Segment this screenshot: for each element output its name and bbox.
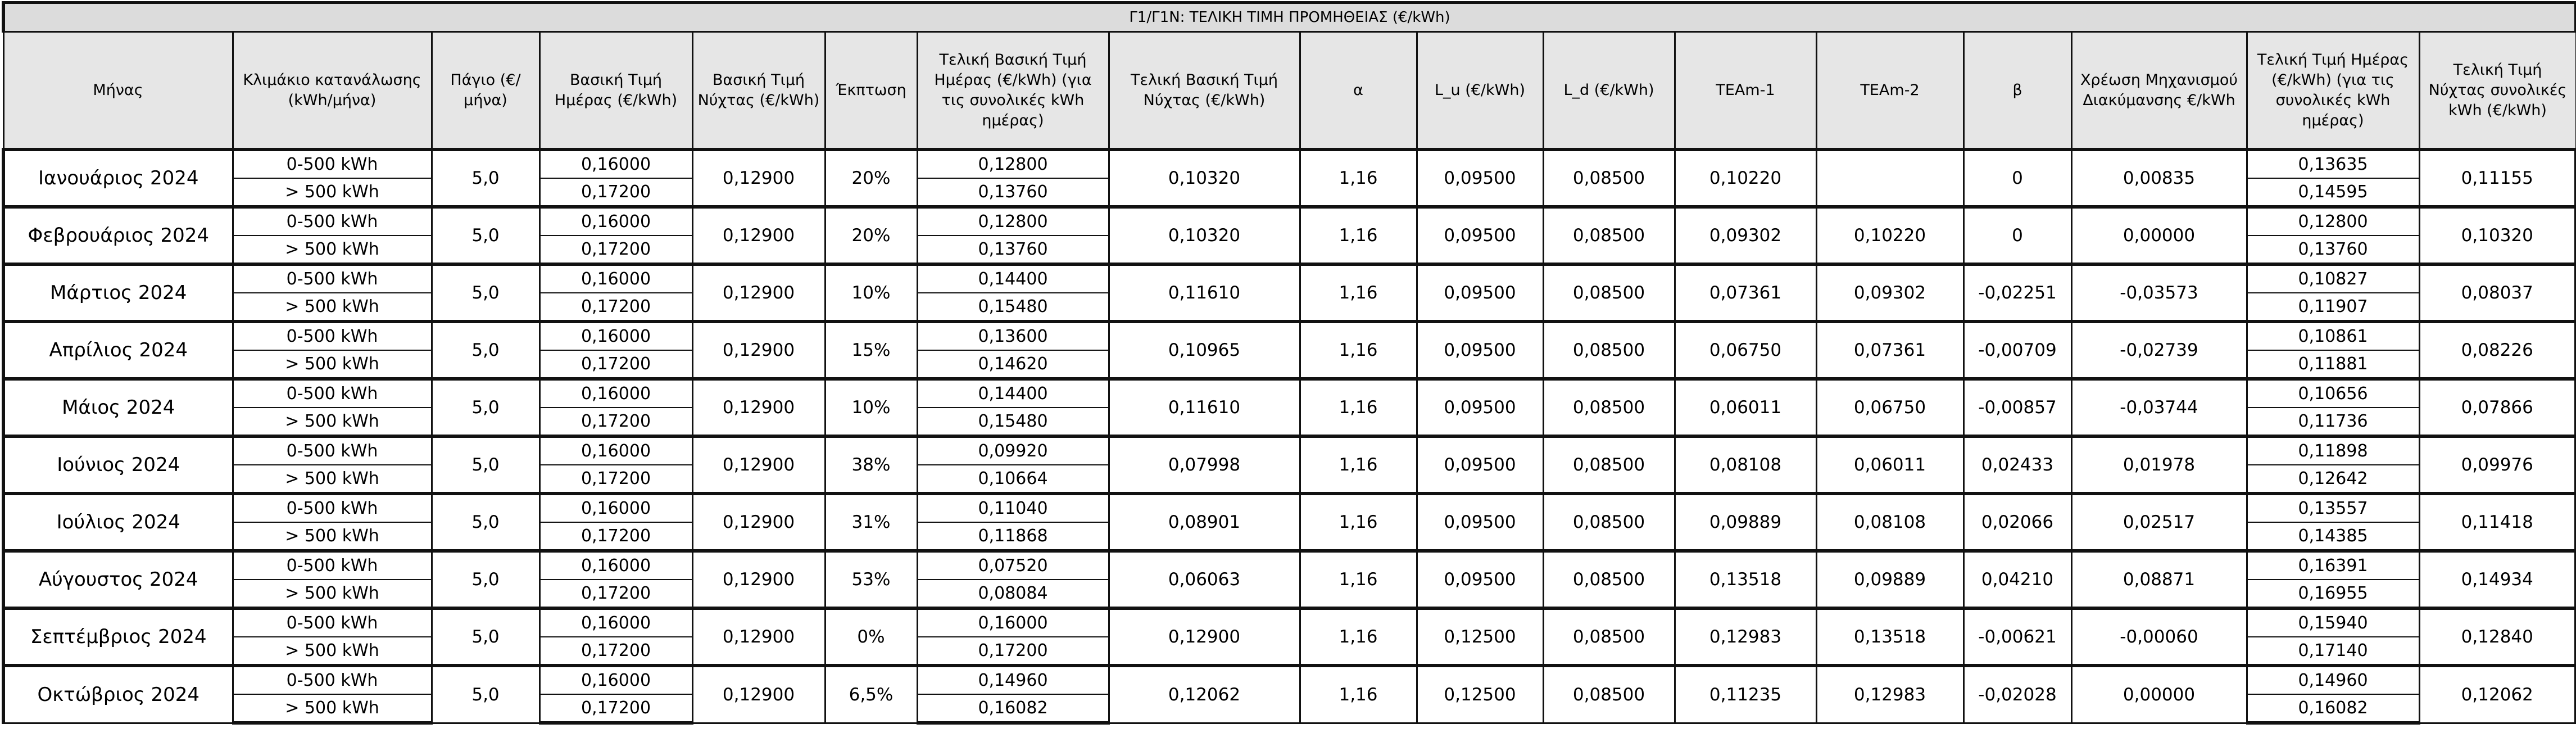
table-row <box>3 608 2576 637</box>
cell-lu: 0,09500 <box>1417 150 1543 207</box>
cell-final-day-base-tier1: 0,13600 <box>917 322 1109 350</box>
cell-pagio: 5,0 <box>432 436 539 494</box>
cell-night-base: 0,12900 <box>692 494 825 551</box>
cell-a: 1,16 <box>1300 551 1417 608</box>
cell-day-base-tier2: 0,17200 <box>539 178 692 207</box>
cell-final-day-tier2: 0,16955 <box>2247 580 2419 608</box>
cell-pagio: 5,0 <box>432 551 539 608</box>
cell-night-base: 0,12900 <box>692 150 825 207</box>
cell-a: 1,16 <box>1300 379 1417 436</box>
cell-final-day-tier2: 0,16082 <box>2247 694 2419 723</box>
table-title: Γ1/Γ1Ν: ΤΕΛΙΚΗ ΤΙΜΗ ΠΡΟΜΗΘΕΙΑΣ (€/kWh) <box>3 3 2576 32</box>
cell-team2: 0,06750 <box>1816 379 1963 436</box>
cell-final-night-base: 0,08901 <box>1109 494 1300 551</box>
table-row <box>3 150 2576 178</box>
cell-b: -0,00857 <box>1963 379 2071 436</box>
cell-tiers-tier1: 0-500 kWh <box>233 264 432 293</box>
cell-mech: 0,00000 <box>2071 666 2247 723</box>
cell-day-base-tier1: 0,16000 <box>539 264 692 293</box>
cell-final-day-tier2: 0,11907 <box>2247 293 2419 322</box>
cell-team1: 0,10220 <box>1675 150 1816 207</box>
cell-final-night: 0,08037 <box>2419 264 2576 322</box>
cell-day-base-tier1: 0,16000 <box>539 608 692 637</box>
cell-final-day-base-tier2: 0,13760 <box>917 178 1109 207</box>
cell-b: -0,02028 <box>1963 666 2071 723</box>
cell-final-day-tier2: 0,12642 <box>2247 465 2419 494</box>
cell-day-base-tier2: 0,17200 <box>539 522 692 551</box>
cell-final-night: 0,07866 <box>2419 379 2576 436</box>
cell-month: Φεβρουάριος 2024 <box>3 207 233 264</box>
cell-final-night: 0,12062 <box>2419 666 2576 723</box>
cell-day-base-tier1: 0,16000 <box>539 150 692 178</box>
cell-final-day-tier1: 0,15940 <box>2247 608 2419 637</box>
column-header-final-night-base: Τελική Βασική Τιμή Νύχτας (€/kWh) <box>1109 32 1300 150</box>
cell-final-day-tier2: 0,14385 <box>2247 522 2419 551</box>
table-row <box>3 666 2576 694</box>
cell-day-base-tier2: 0,17200 <box>539 694 692 723</box>
cell-final-day-tier2: 0,14595 <box>2247 178 2419 207</box>
cell-tiers-tier2: > 500 kWh <box>233 580 432 608</box>
cell-tiers-tier1: 0-500 kWh <box>233 322 432 350</box>
cell-discount: 20% <box>825 150 917 207</box>
column-header-final-day-base: Τελική Βασική Τιμή Ημέρας (€/kWh) (για τις συνολικές kWh ημέρας) <box>917 32 1109 150</box>
cell-discount: 0% <box>825 608 917 666</box>
cell-final-day-base-tier2: 0,14620 <box>917 350 1109 379</box>
cell-month: Οκτώβριος 2024 <box>3 666 233 723</box>
cell-night-base: 0,12900 <box>692 608 825 666</box>
cell-lu: 0,09500 <box>1417 207 1543 264</box>
cell-final-day-base-tier1: 0,07520 <box>917 551 1109 580</box>
cell-month: Μάιος 2024 <box>3 379 233 436</box>
cell-final-night-base: 0,10320 <box>1109 150 1300 207</box>
cell-final-night: 0,14934 <box>2419 551 2576 608</box>
cell-ld: 0,08500 <box>1543 264 1675 322</box>
cell-final-day-base-tier2: 0,13760 <box>917 236 1109 264</box>
cell-final-day-base-tier2: 0,11868 <box>917 522 1109 551</box>
column-header-discount: Έκπτωση <box>825 32 917 150</box>
cell-lu: 0,09500 <box>1417 379 1543 436</box>
tariff-table <box>2 1 2576 725</box>
cell-tiers-tier1: 0-500 kWh <box>233 207 432 236</box>
cell-tiers-tier2: > 500 kWh <box>233 522 432 551</box>
column-header-final-day: Τελική Τιμή Ημέρας (€/kWh) (για τις συνολικές kWh ημέρας) <box>2247 32 2419 150</box>
cell-team1: 0,13518 <box>1675 551 1816 608</box>
table-row <box>3 322 2576 350</box>
cell-pagio: 5,0 <box>432 379 539 436</box>
cell-final-night: 0,11418 <box>2419 494 2576 551</box>
cell-tiers-tier2: > 500 kWh <box>233 350 432 379</box>
cell-final-day-tier1: 0,10656 <box>2247 379 2419 408</box>
cell-final-day-tier2: 0,17140 <box>2247 637 2419 666</box>
cell-tiers-tier2: > 500 kWh <box>233 408 432 436</box>
cell-final-day-base-tier1: 0,09920 <box>917 436 1109 465</box>
cell-final-day-base-tier1: 0,14400 <box>917 379 1109 408</box>
cell-discount: 6,5% <box>825 666 917 723</box>
cell-month: Ιανουάριος 2024 <box>3 150 233 207</box>
cell-day-base-tier2: 0,17200 <box>539 465 692 494</box>
cell-pagio: 5,0 <box>432 608 539 666</box>
column-header-mech: Χρέωση Μηχανισμού Διακύμανσης €/kWh <box>2071 32 2247 150</box>
cell-month: Αύγουστος 2024 <box>3 551 233 608</box>
cell-month: Ιούλιος 2024 <box>3 494 233 551</box>
cell-team1: 0,09302 <box>1675 207 1816 264</box>
cell-b: -0,02251 <box>1963 264 2071 322</box>
cell-day-base-tier1: 0,16000 <box>539 322 692 350</box>
cell-day-base-tier1: 0,16000 <box>539 207 692 236</box>
cell-final-night-base: 0,10320 <box>1109 207 1300 264</box>
cell-final-night-base: 0,06063 <box>1109 551 1300 608</box>
cell-pagio: 5,0 <box>432 322 539 379</box>
cell-final-night-base: 0,07998 <box>1109 436 1300 494</box>
cell-discount: 38% <box>825 436 917 494</box>
cell-team1: 0,06011 <box>1675 379 1816 436</box>
cell-month: Απρίλιος 2024 <box>3 322 233 379</box>
cell-ld: 0,08500 <box>1543 494 1675 551</box>
cell-discount: 53% <box>825 551 917 608</box>
cell-mech: -0,02739 <box>2071 322 2247 379</box>
cell-tiers-tier1: 0-500 kWh <box>233 608 432 637</box>
cell-team2 <box>1816 150 1963 207</box>
cell-final-day-tier1: 0,10827 <box>2247 264 2419 293</box>
cell-month: Ιούνιος 2024 <box>3 436 233 494</box>
cell-final-night: 0,08226 <box>2419 322 2576 379</box>
cell-final-night: 0,12840 <box>2419 608 2576 666</box>
cell-day-base-tier2: 0,17200 <box>539 236 692 264</box>
cell-team2: 0,06011 <box>1816 436 1963 494</box>
cell-team1: 0,07361 <box>1675 264 1816 322</box>
cell-a: 1,16 <box>1300 436 1417 494</box>
cell-pagio: 5,0 <box>432 264 539 322</box>
cell-ld: 0,08500 <box>1543 666 1675 723</box>
cell-night-base: 0,12900 <box>692 551 825 608</box>
cell-pagio: 5,0 <box>432 494 539 551</box>
cell-team2: 0,08108 <box>1816 494 1963 551</box>
cell-team1: 0,09889 <box>1675 494 1816 551</box>
cell-mech: -0,00060 <box>2071 608 2247 666</box>
cell-tiers-tier2: > 500 kWh <box>233 465 432 494</box>
cell-final-day-base-tier2: 0,17200 <box>917 637 1109 666</box>
cell-final-day-base-tier1: 0,14960 <box>917 666 1109 694</box>
cell-day-base-tier1: 0,16000 <box>539 551 692 580</box>
cell-final-day-tier1: 0,10861 <box>2247 322 2419 350</box>
cell-final-day-base-tier2: 0,15480 <box>917 408 1109 436</box>
cell-mech: 0,00835 <box>2071 150 2247 207</box>
cell-night-base: 0,12900 <box>692 436 825 494</box>
cell-ld: 0,08500 <box>1543 150 1675 207</box>
cell-final-day-base-tier1: 0,14400 <box>917 264 1109 293</box>
cell-tiers-tier2: > 500 kWh <box>233 293 432 322</box>
column-header-month: Μήνας <box>3 32 233 150</box>
cell-final-night-base: 0,12900 <box>1109 608 1300 666</box>
cell-b: -0,00621 <box>1963 608 2071 666</box>
cell-ld: 0,08500 <box>1543 322 1675 379</box>
cell-a: 1,16 <box>1300 264 1417 322</box>
column-header-team2: TEAm-2 <box>1816 32 1963 150</box>
table-row <box>3 494 2576 522</box>
cell-tiers-tier1: 0-500 kWh <box>233 436 432 465</box>
cell-lu: 0,09500 <box>1417 551 1543 608</box>
column-header-day-base: Βασική Τιμή Ημέρας (€/kWh) <box>539 32 692 150</box>
table-row <box>3 264 2576 293</box>
cell-night-base: 0,12900 <box>692 322 825 379</box>
cell-tiers-tier2: > 500 kWh <box>233 178 432 207</box>
cell-night-base: 0,12900 <box>692 379 825 436</box>
cell-ld: 0,08500 <box>1543 608 1675 666</box>
cell-final-day-base-tier1: 0,12800 <box>917 207 1109 236</box>
cell-final-day-base-tier2: 0,15480 <box>917 293 1109 322</box>
cell-lu: 0,09500 <box>1417 494 1543 551</box>
cell-a: 1,16 <box>1300 322 1417 379</box>
cell-final-night-base: 0,11610 <box>1109 379 1300 436</box>
cell-mech: -0,03744 <box>2071 379 2247 436</box>
cell-pagio: 5,0 <box>432 666 539 723</box>
cell-day-base-tier1: 0,16000 <box>539 494 692 522</box>
cell-ld: 0,08500 <box>1543 379 1675 436</box>
cell-tiers-tier1: 0-500 kWh <box>233 379 432 408</box>
cell-lu: 0,09500 <box>1417 436 1543 494</box>
table-row <box>3 379 2576 408</box>
cell-night-base: 0,12900 <box>692 207 825 264</box>
cell-final-day-base-tier1: 0,12800 <box>917 150 1109 178</box>
cell-day-base-tier2: 0,17200 <box>539 637 692 666</box>
cell-night-base: 0,12900 <box>692 264 825 322</box>
cell-team2: 0,09302 <box>1816 264 1963 322</box>
cell-team2: 0,10220 <box>1816 207 1963 264</box>
cell-final-day-base-tier2: 0,08084 <box>917 580 1109 608</box>
cell-pagio: 5,0 <box>432 150 539 207</box>
cell-mech: 0,02517 <box>2071 494 2247 551</box>
cell-ld: 0,08500 <box>1543 551 1675 608</box>
cell-discount: 15% <box>825 322 917 379</box>
cell-tiers-tier1: 0-500 kWh <box>233 150 432 178</box>
cell-discount: 10% <box>825 379 917 436</box>
cell-team2: 0,07361 <box>1816 322 1963 379</box>
cell-month: Σεπτέμβριος 2024 <box>3 608 233 666</box>
column-header-ld: L_d (€/kWh) <box>1543 32 1675 150</box>
cell-b: 0 <box>1963 207 2071 264</box>
cell-a: 1,16 <box>1300 608 1417 666</box>
column-header-final-night: Τελική Τιμή Νύχτας συνολικές kWh (€/kWh) <box>2419 32 2576 150</box>
cell-team1: 0,06750 <box>1675 322 1816 379</box>
cell-final-day-base-tier1: 0,11040 <box>917 494 1109 522</box>
cell-final-night: 0,09976 <box>2419 436 2576 494</box>
cell-team2: 0,13518 <box>1816 608 1963 666</box>
cell-day-base-tier1: 0,16000 <box>539 666 692 694</box>
cell-a: 1,16 <box>1300 207 1417 264</box>
column-header-lu: L_u (€/kWh) <box>1417 32 1543 150</box>
column-header-tiers: Κλιμάκιο κατανάλωσης (kWh/μήνα) <box>233 32 432 150</box>
table-row <box>3 207 2576 236</box>
cell-team2: 0,12983 <box>1816 666 1963 723</box>
cell-tiers-tier1: 0-500 kWh <box>233 494 432 522</box>
cell-final-day-tier1: 0,11898 <box>2247 436 2419 465</box>
cell-tiers-tier1: 0-500 kWh <box>233 666 432 694</box>
cell-b: 0 <box>1963 150 2071 207</box>
cell-final-day-base-tier2: 0,10664 <box>917 465 1109 494</box>
cell-b: 0,02066 <box>1963 494 2071 551</box>
cell-final-night-base: 0,12062 <box>1109 666 1300 723</box>
cell-team1: 0,12983 <box>1675 608 1816 666</box>
table-row <box>3 551 2576 580</box>
cell-day-base-tier2: 0,17200 <box>539 408 692 436</box>
cell-day-base-tier2: 0,17200 <box>539 350 692 379</box>
cell-lu: 0,12500 <box>1417 608 1543 666</box>
cell-pagio: 5,0 <box>432 207 539 264</box>
cell-a: 1,16 <box>1300 150 1417 207</box>
cell-tiers-tier2: > 500 kWh <box>233 694 432 723</box>
cell-mech: 0,01978 <box>2071 436 2247 494</box>
cell-final-night: 0,11155 <box>2419 150 2576 207</box>
cell-day-base-tier1: 0,16000 <box>539 436 692 465</box>
cell-final-day-tier1: 0,13557 <box>2247 494 2419 522</box>
cell-final-day-base-tier1: 0,16000 <box>917 608 1109 637</box>
cell-tiers-tier2: > 500 kWh <box>233 236 432 264</box>
cell-final-night-base: 0,11610 <box>1109 264 1300 322</box>
column-header-a: α <box>1300 32 1417 150</box>
cell-b: 0,02433 <box>1963 436 2071 494</box>
cell-mech: 0,08871 <box>2071 551 2247 608</box>
cell-final-night-base: 0,10965 <box>1109 322 1300 379</box>
cell-tiers-tier1: 0-500 kWh <box>233 551 432 580</box>
cell-team1: 0,11235 <box>1675 666 1816 723</box>
cell-final-day-tier2: 0,13760 <box>2247 236 2419 264</box>
column-header-night-base: Βασική Τιμή Νύχτας (€/kWh) <box>692 32 825 150</box>
cell-month: Μάρτιος 2024 <box>3 264 233 322</box>
cell-final-day-tier2: 0,11881 <box>2247 350 2419 379</box>
cell-a: 1,16 <box>1300 666 1417 723</box>
cell-mech: -0,03573 <box>2071 264 2247 322</box>
cell-day-base-tier1: 0,16000 <box>539 379 692 408</box>
cell-discount: 31% <box>825 494 917 551</box>
cell-discount: 20% <box>825 207 917 264</box>
cell-lu: 0,09500 <box>1417 322 1543 379</box>
cell-final-day-tier1: 0,14960 <box>2247 666 2419 694</box>
cell-day-base-tier2: 0,17200 <box>539 293 692 322</box>
column-header-b: β <box>1963 32 2071 150</box>
cell-day-base-tier2: 0,17200 <box>539 580 692 608</box>
cell-final-day-tier1: 0,16391 <box>2247 551 2419 580</box>
cell-team2: 0,09889 <box>1816 551 1963 608</box>
column-header-pagio: Πάγιο (€/μήνα) <box>432 32 539 150</box>
cell-ld: 0,08500 <box>1543 207 1675 264</box>
cell-final-night: 0,10320 <box>2419 207 2576 264</box>
cell-final-day-tier2: 0,11736 <box>2247 408 2419 436</box>
cell-lu: 0,12500 <box>1417 666 1543 723</box>
table-row <box>3 436 2576 465</box>
cell-b: 0,04210 <box>1963 551 2071 608</box>
cell-tiers-tier2: > 500 kWh <box>233 637 432 666</box>
cell-final-day-tier1: 0,12800 <box>2247 207 2419 236</box>
cell-team1: 0,08108 <box>1675 436 1816 494</box>
cell-discount: 10% <box>825 264 917 322</box>
cell-lu: 0,09500 <box>1417 264 1543 322</box>
cell-a: 1,16 <box>1300 494 1417 551</box>
cell-mech: 0,00000 <box>2071 207 2247 264</box>
cell-final-day-base-tier2: 0,16082 <box>917 694 1109 723</box>
cell-ld: 0,08500 <box>1543 436 1675 494</box>
cell-night-base: 0,12900 <box>692 666 825 723</box>
cell-final-day-tier1: 0,13635 <box>2247 150 2419 178</box>
cell-b: -0,00709 <box>1963 322 2071 379</box>
column-header-team1: TEAm-1 <box>1675 32 1816 150</box>
